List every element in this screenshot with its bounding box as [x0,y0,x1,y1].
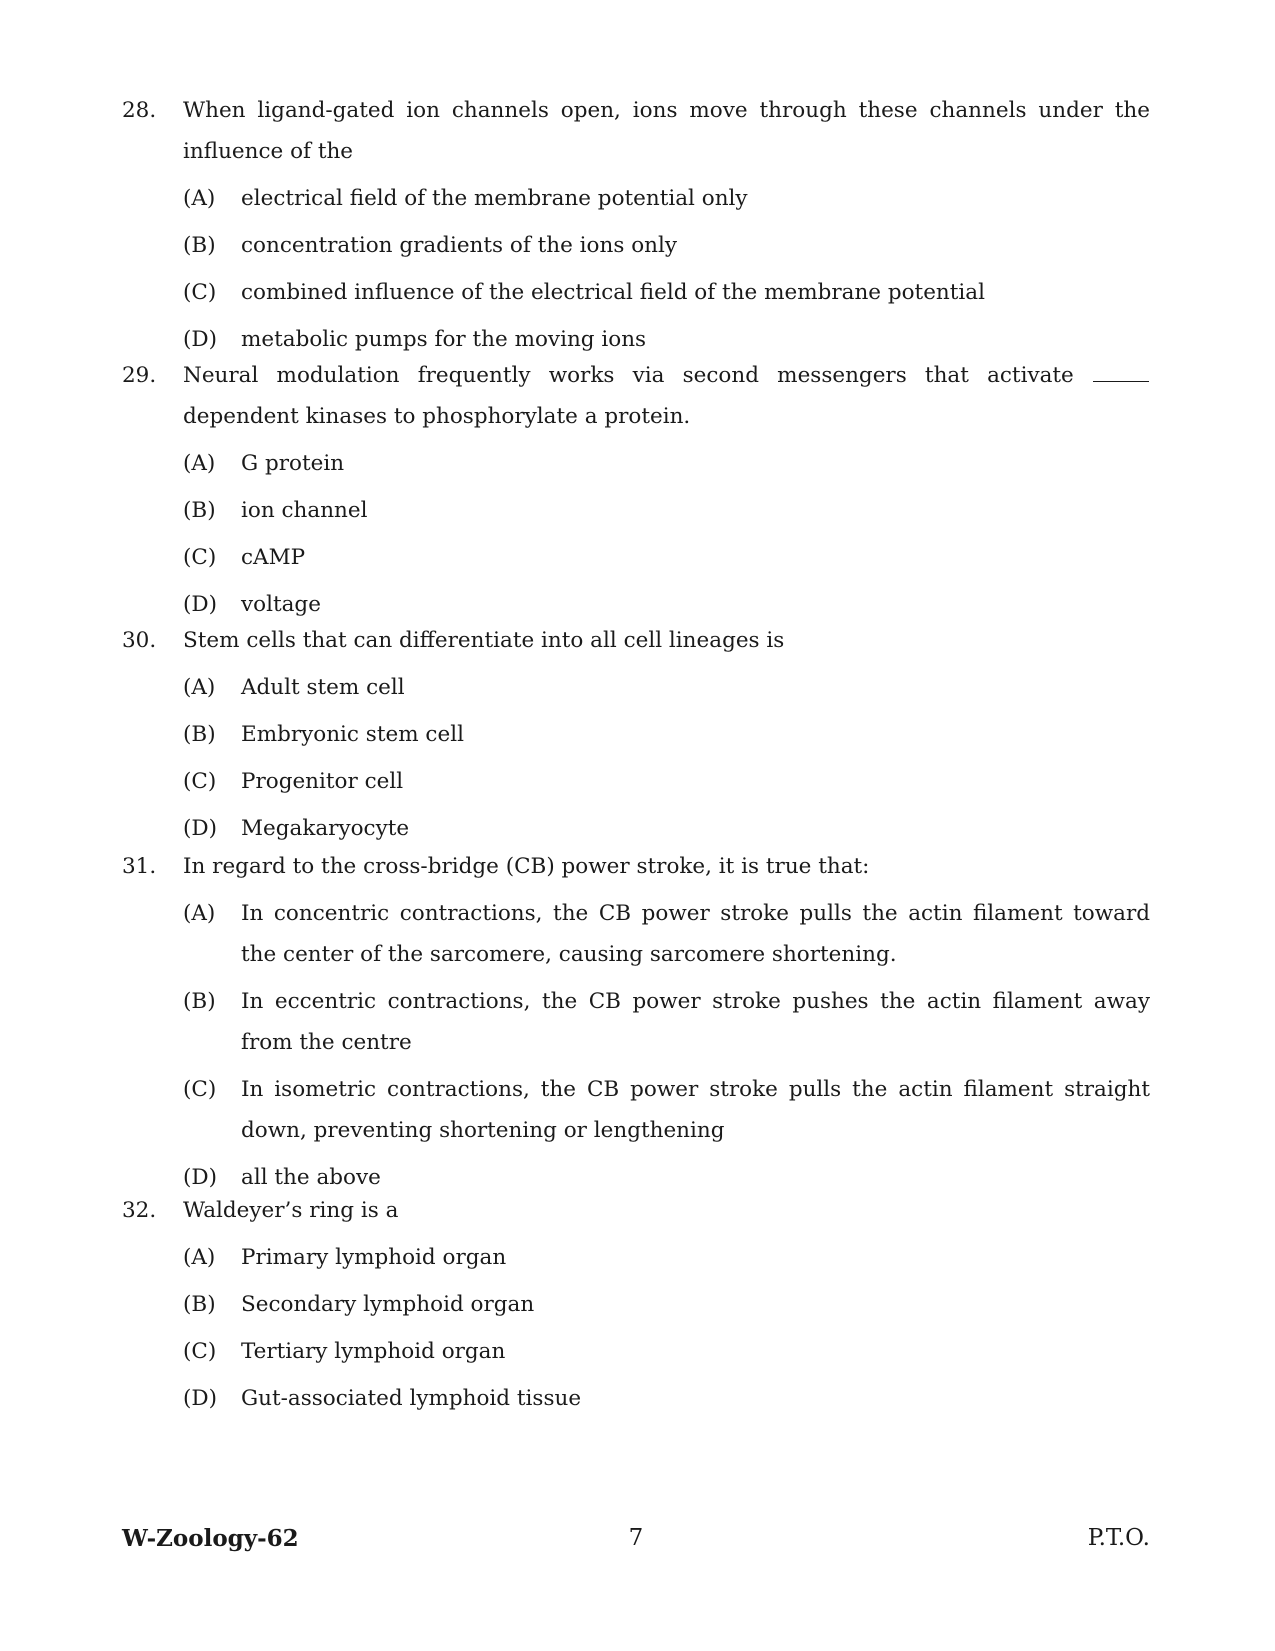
option-label: (D) [183,1386,218,1411]
option-d [122,584,1150,625]
question-29 [122,355,1150,631]
option-label: (C) [183,545,217,570]
question-number: 31. [122,854,157,879]
option-label: (C) [183,1077,217,1102]
question-text-before-blank: Neural modulation frequently works via second messengers that activate [183,363,1074,388]
option-a [122,443,1150,484]
option-label: (D) [183,327,218,352]
question-number: 30. [122,628,157,653]
option-label: (A) [183,901,216,926]
paper-code: W-Zoology-62 [122,1525,299,1552]
option-d [122,1378,1150,1419]
option-label: (C) [183,280,217,305]
option-text: metabolic pumps for the moving ions [241,327,647,352]
option-text: voltage [241,592,321,617]
option-a [122,893,1150,975]
option-text: cAMP [241,545,306,570]
option-b [122,981,1150,1063]
option-b [122,225,1150,266]
options-list [122,1237,1150,1419]
question-30 [122,620,1150,855]
option-label: (C) [183,769,217,794]
option-text: In eccentric contractions, the CB power stroke pushes the actin filament away from the centre [241,989,1150,1055]
option-text: Adult stem cell [241,675,405,700]
option-c [122,761,1150,802]
option-text: electrical field of the membrane potential only [241,186,748,211]
option-text: Primary lymphoid organ [241,1245,507,1270]
question-31 [122,846,1150,1204]
option-label: (C) [183,1339,217,1364]
options-list [122,893,1150,1198]
option-a [122,178,1150,219]
option-text: Megakaryocyte [241,816,410,841]
option-text: In isometric contractions, the CB power stroke pulls the actin filament straight down, preventing shortening or lengthening [241,1077,1150,1143]
option-d [122,319,1150,360]
question-number: 29. [122,363,157,388]
option-label: (B) [183,722,216,747]
option-text: concentration gradients of the ions only [241,233,678,258]
question-text: In regard to the cross-bridge (CB) power stroke, it is true that: [183,854,870,879]
option-b [122,714,1150,755]
option-c [122,1069,1150,1151]
question-32 [122,1190,1150,1425]
option-c [122,537,1150,578]
question-text [183,355,1150,437]
option-c [122,272,1150,313]
option-text: Tertiary lymphoid organ [241,1339,506,1364]
option-a [122,667,1150,708]
option-label: (D) [183,816,218,841]
option-text: Embryonic stem cell [241,722,464,747]
option-c [122,1331,1150,1372]
question-number: 32. [122,1198,157,1223]
option-text: Secondary lymphoid organ [241,1292,535,1317]
option-label: (B) [183,1292,216,1317]
please-turn-over: P.T.O. [1087,1525,1150,1551]
question-text: Waldeyer’s ring is a [183,1198,399,1223]
option-text: Progenitor cell [241,769,404,794]
option-a [122,1237,1150,1278]
question-number: 28. [122,98,157,123]
option-b [122,490,1150,531]
page-footer [122,1525,1150,1565]
option-label: (D) [183,592,218,617]
option-label: (D) [183,1165,218,1190]
option-label: (A) [183,675,216,700]
option-label: (B) [183,233,216,258]
option-label: (B) [183,989,216,1014]
option-d [122,808,1150,849]
option-label: (A) [183,1245,216,1270]
question-28 [122,90,1150,366]
option-text: G protein [241,451,345,476]
option-label: (B) [183,498,216,523]
question-text: Stem cells that can differentiate into all cell lineages is [183,628,785,653]
option-text: combined influence of the electrical field of the membrane potential [241,280,985,305]
question-text: When ligand-gated ion channels open, ions move through these channels under the influence of the [183,98,1150,164]
option-text: all the above [241,1165,381,1190]
option-label: (A) [183,186,216,211]
option-text: In concentric contractions, the CB power stroke pulls the actin filament toward the center of the sarcomere, causing sarcomere shortening. [241,901,1150,967]
option-text: Gut-associated lymphoid tissue [241,1386,582,1411]
options-list [122,443,1150,625]
fill-in-blank [1093,361,1149,382]
options-list [122,667,1150,849]
page-number: 7 [628,1525,644,1551]
option-b [122,1284,1150,1325]
option-text: ion channel [241,498,368,523]
option-label: (A) [183,451,216,476]
options-list [122,178,1150,360]
question-text-after-blank: dependent kinases to phosphorylate a protein. [183,404,691,429]
